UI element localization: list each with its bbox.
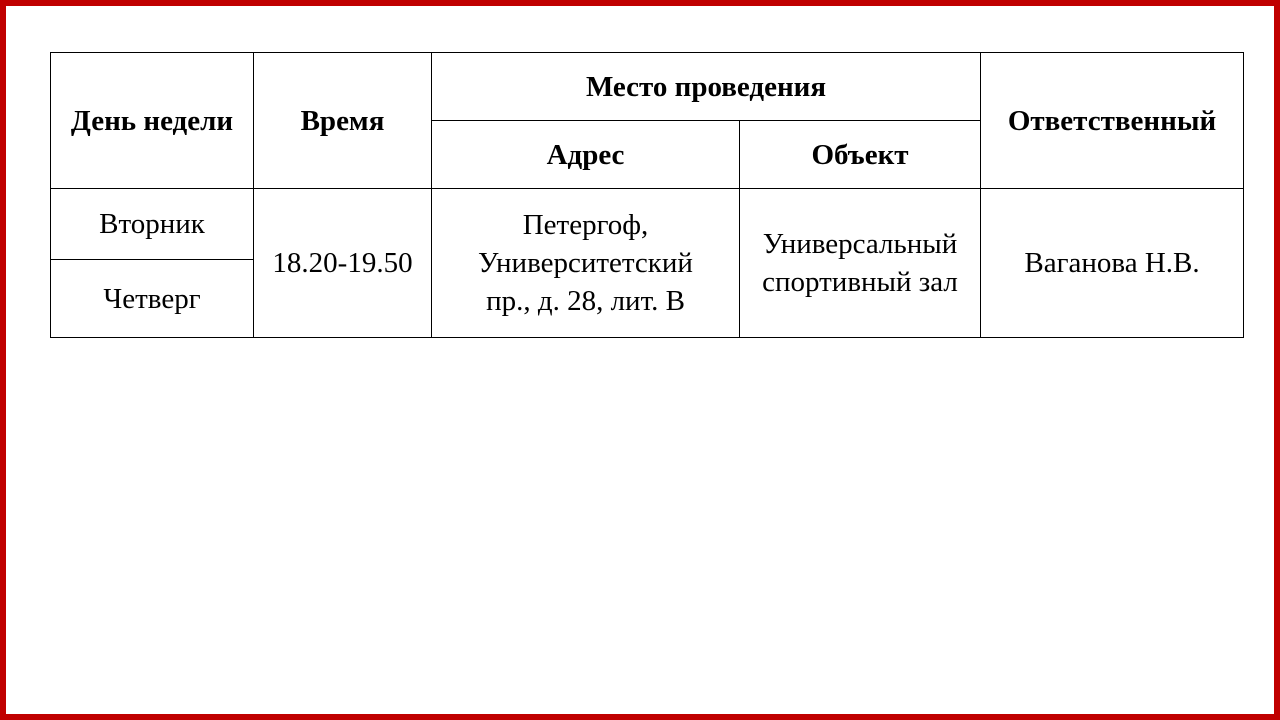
address-line: Петергоф, xyxy=(522,209,649,241)
header-row-top xyxy=(51,53,1244,121)
table-row xyxy=(51,189,1244,260)
header-time: Время xyxy=(254,53,432,189)
address-line: пр., д. 28, лит. В xyxy=(486,285,685,317)
cell-address xyxy=(432,189,740,338)
schedule-table xyxy=(50,52,1244,338)
object-line: спортивный зал xyxy=(762,266,958,298)
header-responsible: Ответственный xyxy=(981,53,1244,189)
object-line: Универсальный xyxy=(762,228,958,260)
cell-responsible: Ваганова Н.В. xyxy=(981,189,1244,338)
header-venue: Место проведения xyxy=(432,53,981,121)
cell-day: Четверг xyxy=(51,260,254,338)
cell-day: Вторник xyxy=(51,189,254,260)
header-day: День недели xyxy=(51,53,254,189)
address-line: Университетский xyxy=(478,247,693,279)
header-object: Объект xyxy=(740,121,981,189)
header-address: Адрес xyxy=(432,121,740,189)
cell-object xyxy=(740,189,981,338)
cell-time: 18.20-19.50 xyxy=(254,189,432,338)
